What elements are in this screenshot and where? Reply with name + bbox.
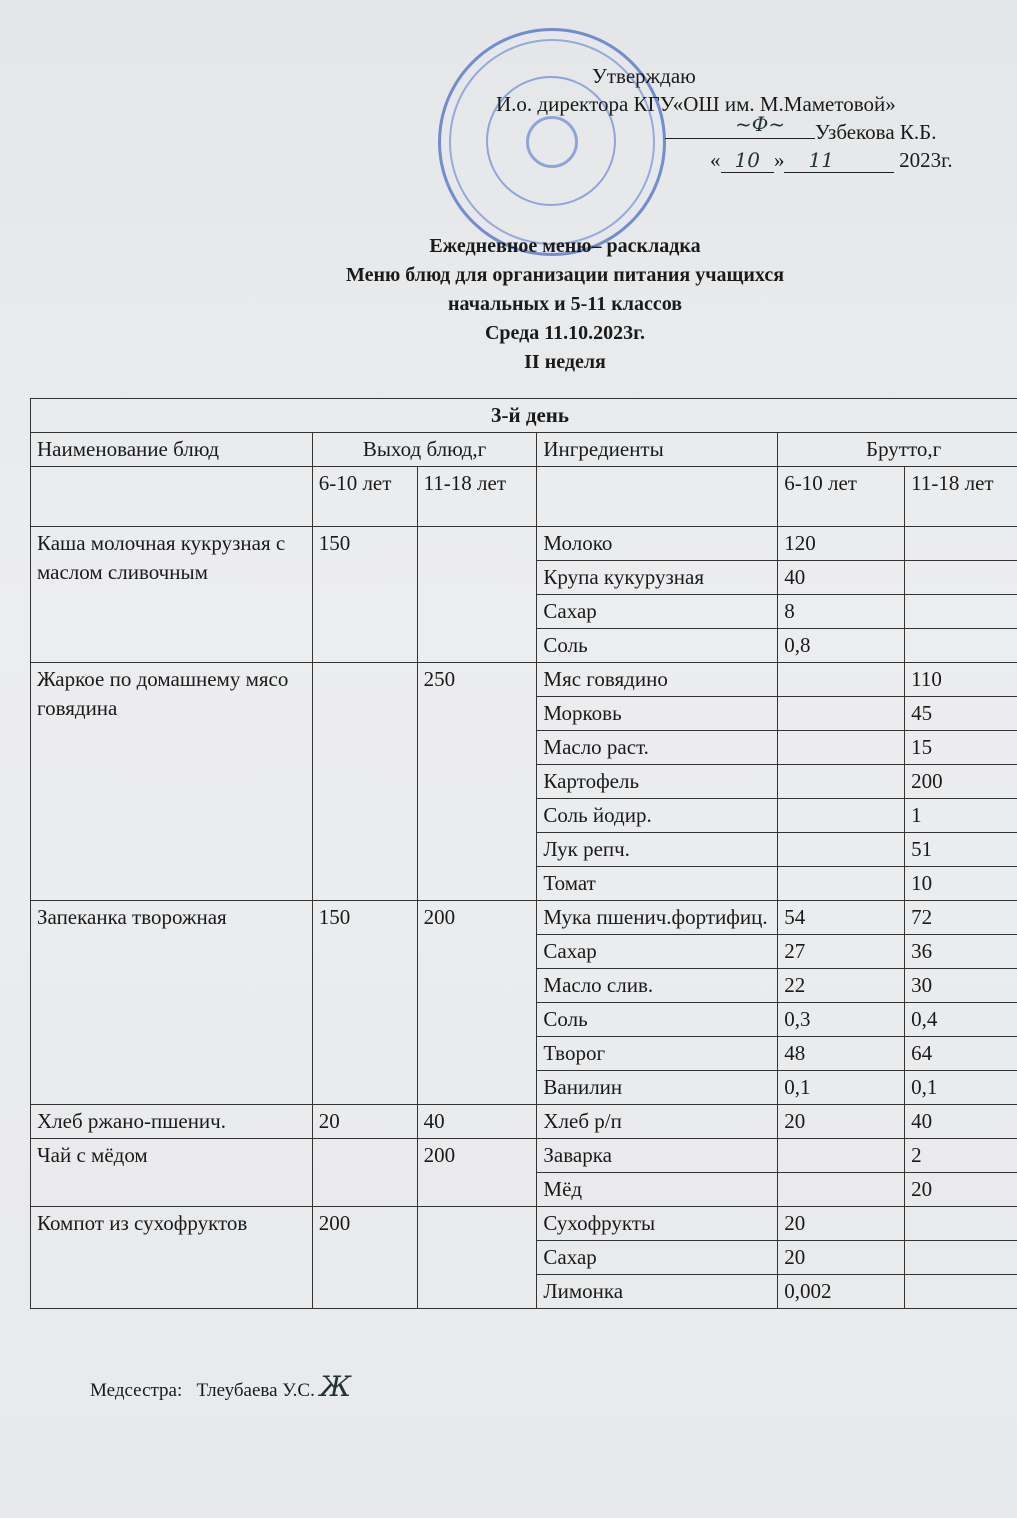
ingredient-name: Масло слив. bbox=[537, 969, 778, 1003]
ingredient-name: Масло раст. bbox=[537, 731, 778, 765]
date-day: 10 bbox=[721, 148, 774, 173]
ingredient-name: Соль йодир. bbox=[537, 799, 778, 833]
ingredient-brutto-age1: 8 bbox=[778, 595, 905, 629]
ingredient-brutto-age2: 110 bbox=[905, 663, 1017, 697]
nurse-name: Тлеубаева У.С. bbox=[196, 1380, 315, 1401]
dish-name: Компот из сухофруктов bbox=[31, 1207, 313, 1309]
ingredient-name: Мяс говядино bbox=[537, 663, 778, 697]
header-output-age2: 11-18 лет bbox=[417, 467, 537, 527]
ingredient-brutto-age1: 0,002 bbox=[778, 1275, 905, 1309]
table-row bbox=[31, 1139, 1017, 1173]
dish-name: Хлеб ржано-пшенич. bbox=[31, 1105, 313, 1139]
ingredient-brutto-age1: 20 bbox=[778, 1241, 905, 1275]
table-row bbox=[31, 527, 1017, 561]
approve-label: Утверждаю bbox=[592, 64, 696, 88]
ingredient-brutto-age1: 27 bbox=[778, 935, 905, 969]
ingredient-brutto-age1: 48 bbox=[778, 1037, 905, 1071]
ingredient-name: Молоко bbox=[537, 527, 778, 561]
ingredient-brutto-age1 bbox=[778, 1173, 905, 1207]
nurse-label: Медсестра: bbox=[90, 1380, 183, 1401]
header-output: Выход блюд,г bbox=[312, 433, 537, 467]
table-row bbox=[31, 901, 1017, 935]
ingredient-name: Картофель bbox=[537, 765, 778, 799]
director-name: Узбекова К.Б. bbox=[815, 120, 937, 144]
ingredient-name: Ванилин bbox=[537, 1071, 778, 1105]
ingredient-name: Морковь bbox=[537, 697, 778, 731]
date-month: 11 bbox=[784, 148, 893, 173]
ingredient-brutto-age1 bbox=[778, 663, 905, 697]
ingredient-brutto-age2: 45 bbox=[905, 697, 1017, 731]
date-year: 2023г. bbox=[899, 148, 953, 172]
title-line: Ежедневное меню– раскладка bbox=[429, 235, 701, 257]
table-row bbox=[31, 1105, 1017, 1139]
ingredient-brutto-age1: 22 bbox=[778, 969, 905, 1003]
menu-table bbox=[30, 398, 1017, 1309]
dish-output-age1 bbox=[312, 663, 417, 901]
ingredient-brutto-age2: 40 bbox=[905, 1105, 1017, 1139]
dish-name: Запеканка творожная bbox=[31, 901, 313, 1105]
ingredient-brutto-age2: 51 bbox=[905, 833, 1017, 867]
ingredient-name: Мёд bbox=[537, 1173, 778, 1207]
dish-output-age1 bbox=[312, 1139, 417, 1207]
ingredient-name: Мука пшенич.фортифиц. bbox=[537, 901, 778, 935]
dish-output-age2: 200 bbox=[417, 901, 537, 1105]
ingredient-name: Лимонка bbox=[537, 1275, 778, 1309]
ingredient-name: Сахар bbox=[537, 935, 778, 969]
ingredient-brutto-age1 bbox=[778, 697, 905, 731]
ingredient-brutto-age2 bbox=[905, 1207, 1017, 1241]
ingredient-brutto-age2: 15 bbox=[905, 731, 1017, 765]
ingredient-brutto-age2 bbox=[905, 1241, 1017, 1275]
title-line: Меню блюд для организации питания учащихся bbox=[345, 264, 785, 286]
header-brutto: Брутто,г bbox=[778, 433, 1017, 467]
dish-output-age1: 150 bbox=[312, 901, 417, 1105]
ingredient-brutto-age2: 30 bbox=[905, 969, 1017, 1003]
ingredient-brutto-age1: 54 bbox=[778, 901, 905, 935]
ingredient-brutto-age2 bbox=[905, 1275, 1017, 1309]
ingredient-brutto-age2: 20 bbox=[905, 1173, 1017, 1207]
ingredient-brutto-age1: 40 bbox=[778, 561, 905, 595]
dish-name: Чай с мёдом bbox=[31, 1139, 313, 1207]
dish-output-age1: 20 bbox=[312, 1105, 417, 1139]
header-empty bbox=[31, 467, 313, 527]
signature: ~Ф~ bbox=[665, 120, 815, 139]
approval-date: « 10 » 11 2023г. bbox=[710, 148, 953, 172]
dish-output-age1: 200 bbox=[312, 1207, 417, 1309]
title-line: начальных и 5-11 классов bbox=[448, 293, 682, 315]
ingredient-brutto-age2: 200 bbox=[905, 765, 1017, 799]
ingredient-brutto-age1: 0,1 bbox=[778, 1071, 905, 1105]
dish-output-age2: 250 bbox=[417, 663, 537, 901]
header-brutto-age1: 6-10 лет bbox=[778, 467, 905, 527]
title-line: Среда 11.10.2023г. bbox=[484, 322, 646, 344]
ingredient-brutto-age2: 36 bbox=[905, 935, 1017, 969]
ingredient-brutto-age2: 2 bbox=[905, 1139, 1017, 1173]
dish-output-age2 bbox=[417, 527, 537, 663]
ingredient-brutto-age1: 0,8 bbox=[778, 629, 905, 663]
ingredient-name: Заварка bbox=[537, 1139, 778, 1173]
ingredient-brutto-age1: 20 bbox=[778, 1105, 905, 1139]
ingredient-name: Сухофрукты bbox=[537, 1207, 778, 1241]
document-titles bbox=[180, 232, 950, 377]
ingredient-name: Лук репч. bbox=[537, 833, 778, 867]
ingredient-brutto-age1 bbox=[778, 1139, 905, 1173]
dish-output-age2: 200 bbox=[417, 1139, 537, 1207]
dish-name: Жаркое по домашнему мясо говядина bbox=[31, 663, 313, 901]
dish-output-age2 bbox=[417, 1207, 537, 1309]
ingredient-brutto-age1 bbox=[778, 833, 905, 867]
ingredient-brutto-age1: 0,3 bbox=[778, 1003, 905, 1037]
ingredient-brutto-age1 bbox=[778, 799, 905, 833]
nurse-signature: Ж bbox=[319, 1370, 352, 1403]
ingredient-brutto-age1: 20 bbox=[778, 1207, 905, 1241]
ingredient-name: Сахар bbox=[537, 595, 778, 629]
ingredient-brutto-age1 bbox=[778, 765, 905, 799]
dish-output-age1: 150 bbox=[312, 527, 417, 663]
ingredient-brutto-age1 bbox=[778, 731, 905, 765]
ingredient-brutto-age2: 0,1 bbox=[905, 1071, 1017, 1105]
ingredient-brutto-age2: 72 bbox=[905, 901, 1017, 935]
ingredient-name: Соль bbox=[537, 629, 778, 663]
director-position: И.о. директора КГУ«ОШ им. М.Маметовой» bbox=[496, 92, 896, 116]
ingredient-brutto-age2 bbox=[905, 595, 1017, 629]
director-signature-line bbox=[665, 112, 937, 147]
header-brutto-age2: 11-18 лет bbox=[905, 467, 1017, 527]
ingredient-brutto-age2: 0,4 bbox=[905, 1003, 1017, 1037]
ingredient-name: Крупа кукурузная bbox=[537, 561, 778, 595]
table-row bbox=[31, 1207, 1017, 1241]
header-dish: Наименование блюд bbox=[31, 433, 313, 467]
title-line: II неделя bbox=[524, 351, 606, 373]
ingredient-brutto-age2 bbox=[905, 629, 1017, 663]
dish-output-age2: 40 bbox=[417, 1105, 537, 1139]
ingredient-brutto-age2 bbox=[905, 527, 1017, 561]
header-ingredients: Ингредиенты bbox=[537, 433, 778, 467]
header-empty bbox=[537, 467, 778, 527]
nurse-signature-block bbox=[90, 1370, 351, 1403]
ingredient-brutto-age2: 1 bbox=[905, 799, 1017, 833]
ingredient-name: Сахар bbox=[537, 1241, 778, 1275]
ingredient-name: Хлеб р/п bbox=[537, 1105, 778, 1139]
ingredient-brutto-age1: 120 bbox=[778, 527, 905, 561]
header-output-age1: 6-10 лет bbox=[312, 467, 417, 527]
day-header: 3-й день bbox=[31, 399, 1017, 433]
ingredient-brutto-age2 bbox=[905, 561, 1017, 595]
ingredient-brutto-age1 bbox=[778, 867, 905, 901]
ingredient-brutto-age2: 10 bbox=[905, 867, 1017, 901]
table-row bbox=[31, 663, 1017, 697]
ingredient-name: Соль bbox=[537, 1003, 778, 1037]
dish-name: Каша молочная кукрузная с маслом сливочным bbox=[31, 527, 313, 663]
ingredient-brutto-age2: 64 bbox=[905, 1037, 1017, 1071]
ingredient-name: Томат bbox=[537, 867, 778, 901]
ingredient-name: Творог bbox=[537, 1037, 778, 1071]
